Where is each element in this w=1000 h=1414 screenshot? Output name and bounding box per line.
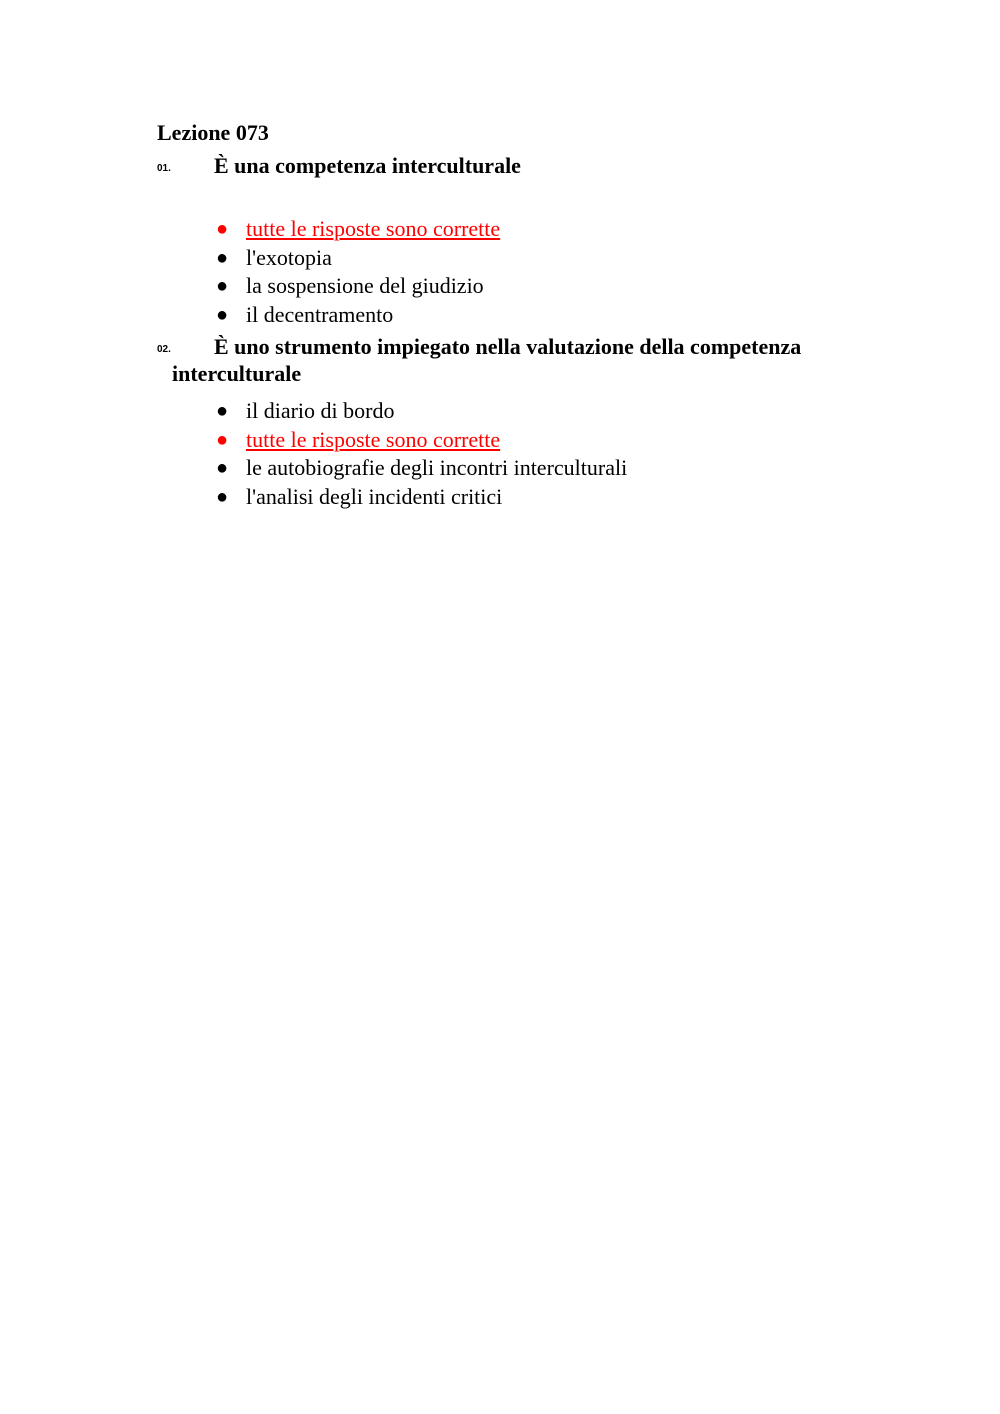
bullet-icon: ●: [216, 246, 229, 269]
answer: [214, 244, 500, 273]
bullet-icon: ●: [216, 304, 229, 327]
answer-text: l'analisi degli incidenti critici: [246, 484, 503, 510]
answer: [214, 454, 627, 483]
answer-correct: [214, 426, 627, 455]
bullet-icon: ●: [216, 486, 229, 509]
answer-text: le autobiografie degli incontri interculturali: [246, 455, 628, 481]
answer: [214, 301, 500, 330]
answer-text: la sospensione del giudizio: [246, 273, 484, 299]
question-number: 01.: [157, 163, 171, 174]
question-text: È una competenza interculturale: [214, 153, 521, 178]
answer-list-02: [214, 397, 627, 512]
answer-correct: [214, 215, 500, 244]
question-01: [157, 152, 857, 179]
bullet-icon: ●: [216, 428, 229, 451]
question-number: 02.: [157, 344, 171, 355]
question-text: È uno strumento impiegato nella valutazione della competenza interculturale: [172, 334, 802, 386]
answer-text: tutte le risposte sono corrette: [246, 426, 501, 452]
bullet-icon: ●: [216, 457, 229, 480]
bullet-icon: ●: [216, 275, 229, 298]
bullet-icon: ●: [216, 218, 229, 240]
bullet-icon: ●: [216, 400, 229, 422]
answer-text: il diario di bordo: [246, 398, 395, 423]
answer: [214, 483, 627, 512]
answer: [214, 272, 500, 301]
answer-text: l'exotopia: [246, 244, 332, 270]
answer-list-01: [214, 215, 500, 330]
answer-text: tutte le risposte sono corrette: [246, 216, 501, 241]
question-02: [157, 333, 857, 387]
answer-text: il decentramento: [246, 302, 394, 328]
lesson-title: Lezione 073: [157, 120, 269, 145]
answer: [214, 397, 627, 426]
